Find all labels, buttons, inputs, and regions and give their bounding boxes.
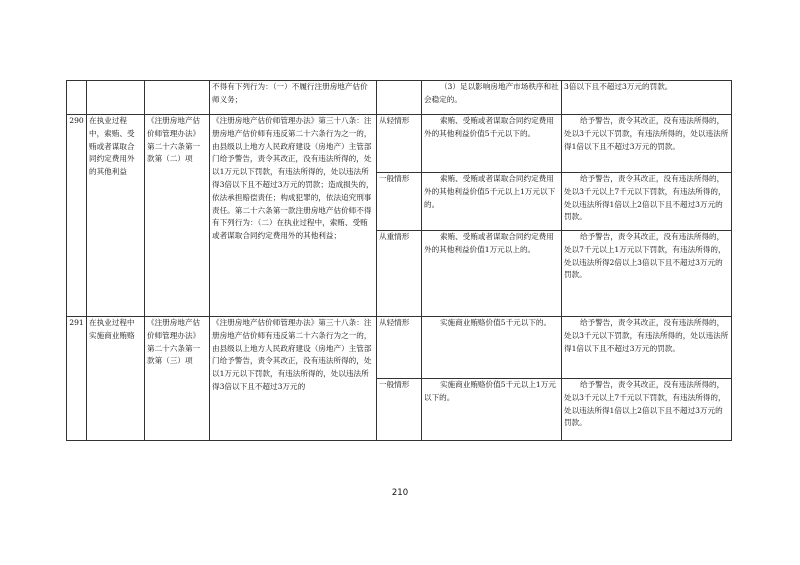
legal-basis-cell: 《注册房地产估价师管理办法》第二十六条第一款第（三）项 [145,317,210,441]
standard-cell: 索贿、受贿或者谋取合同约定费用外的其他利益价值5千元以下的。 [422,115,562,173]
standard-cell: 索贿、受贿或者谋取合同约定费用外的其他利益价值1万元以上的。 [422,231,562,317]
situation-cell-empty [377,81,422,115]
penalty-cell: 给予警告，责令其改正，没有违法所得的，处以3千元以上7千元以下罚款，有违法所得的，处以违法所得1倍以上2倍以下且不超过3万元的罚款。 [562,173,732,231]
penalty-cell: 给予警告，责令其改正，没有违法所得的，处以3千元以下罚款，有违法所得的，处以违法所得1倍以下且不超过3万元的罚款。 [562,317,732,379]
situation-label-cell: 一般情形 [377,379,422,441]
page-number: 210 [391,488,409,498]
standard-cell: 实施商业贿赂价值5千元以上1万元以下的。 [422,379,562,441]
table-row-290 [67,115,732,173]
penalty-discretion-table [66,80,732,441]
index-cell: 291 [67,317,87,441]
table-row-continuation [67,81,732,115]
situation-label-cell: 从轻情形 [377,317,422,379]
situation-label-cell: 从轻情形 [377,115,422,173]
situation-label-cell: 一般情形 [377,173,422,231]
penalty-cell: 给予警告，责令其改正，没有违法所得的，处以7千元以上1万元以下罚款，有违法所得的，处以违法所得2倍以上3倍以下且不超过3万元的罚款。 [562,231,732,317]
standard-cell: 实施商业贿赂价值5千元以下的。 [422,317,562,379]
penalty-cell: 3倍以下且不超过3万元的罚款。 [562,81,732,115]
name-cell-empty [87,81,145,115]
violation-name-cell: 在执业过程中实施商业贿赂 [87,317,145,441]
standard-cell: （3）足以影响房地产市场秩序和社会稳定的。 [422,81,562,115]
penalty-cell: 给予警告，责令其改正，没有违法所得的，处以3千元以上7千元以下罚款，有违法所得的，处以违法所得1倍以上2倍以下且不超过3万元的罚款。 [562,379,732,441]
penalty-provision-cell: 《注册房地产估价师管理办法》第三十八条：注册房地产估价师有违反第二十六条行为之一的，由县级以上地方人民政府建设（房地产）主管部门给予警告，责令其改正，没有违法所得的，处以1万元以下罚款，有违法所得的，处以违法所得3倍以下且不超过3万元的罚款；造成损失的，依法承担赔偿责任；构成犯罪的，依法追究刑事责任。第二十六条第一款注册房地产估价师不得有下列行为：（二）在执业过程中，索贿、受贿或者谋取合同约定费用外的其他利益； [210,115,377,317]
index-cell: 290 [67,115,87,317]
standard-cell: 索贿、受贿或者谋取合同约定费用外的其他利益价值5千元以上1万元以下的。 [422,173,562,231]
legal-basis-cell: 《注册房地产估价师管理办法》第二十六条第一款第（二）项 [145,115,210,317]
violation-name-cell: 在执业过程中，索贿、受贿或者谋取合同约定费用外的其他利益 [87,115,145,317]
index-cell-empty [67,81,87,115]
penalty-provision-cell: 《注册房地产估价师管理办法》第三十八条：注册房地产估价师有违反第二十六条行为之一的，由县级以上地方人民政府建设（房地产）主管部门给予警告，责令其改正，没有违法所得的，处以1万元以下罚款，有违法所得的，处以违法所得3倍以下且不超过3万元的 [210,317,377,441]
basis-cell-empty [145,81,210,115]
penalty-cell: 给予警告，责令其改正，没有违法所得的，处以3千元以下罚款，有违法所得的，处以违法所得1倍以下且不超过3万元的罚款。 [562,115,732,173]
situation-label-cell: 从重情形 [377,231,422,317]
provision-cell: 不得有下列行为：（一）不履行注册房地产估价师义务； [210,81,377,115]
table-row-291 [67,317,732,379]
